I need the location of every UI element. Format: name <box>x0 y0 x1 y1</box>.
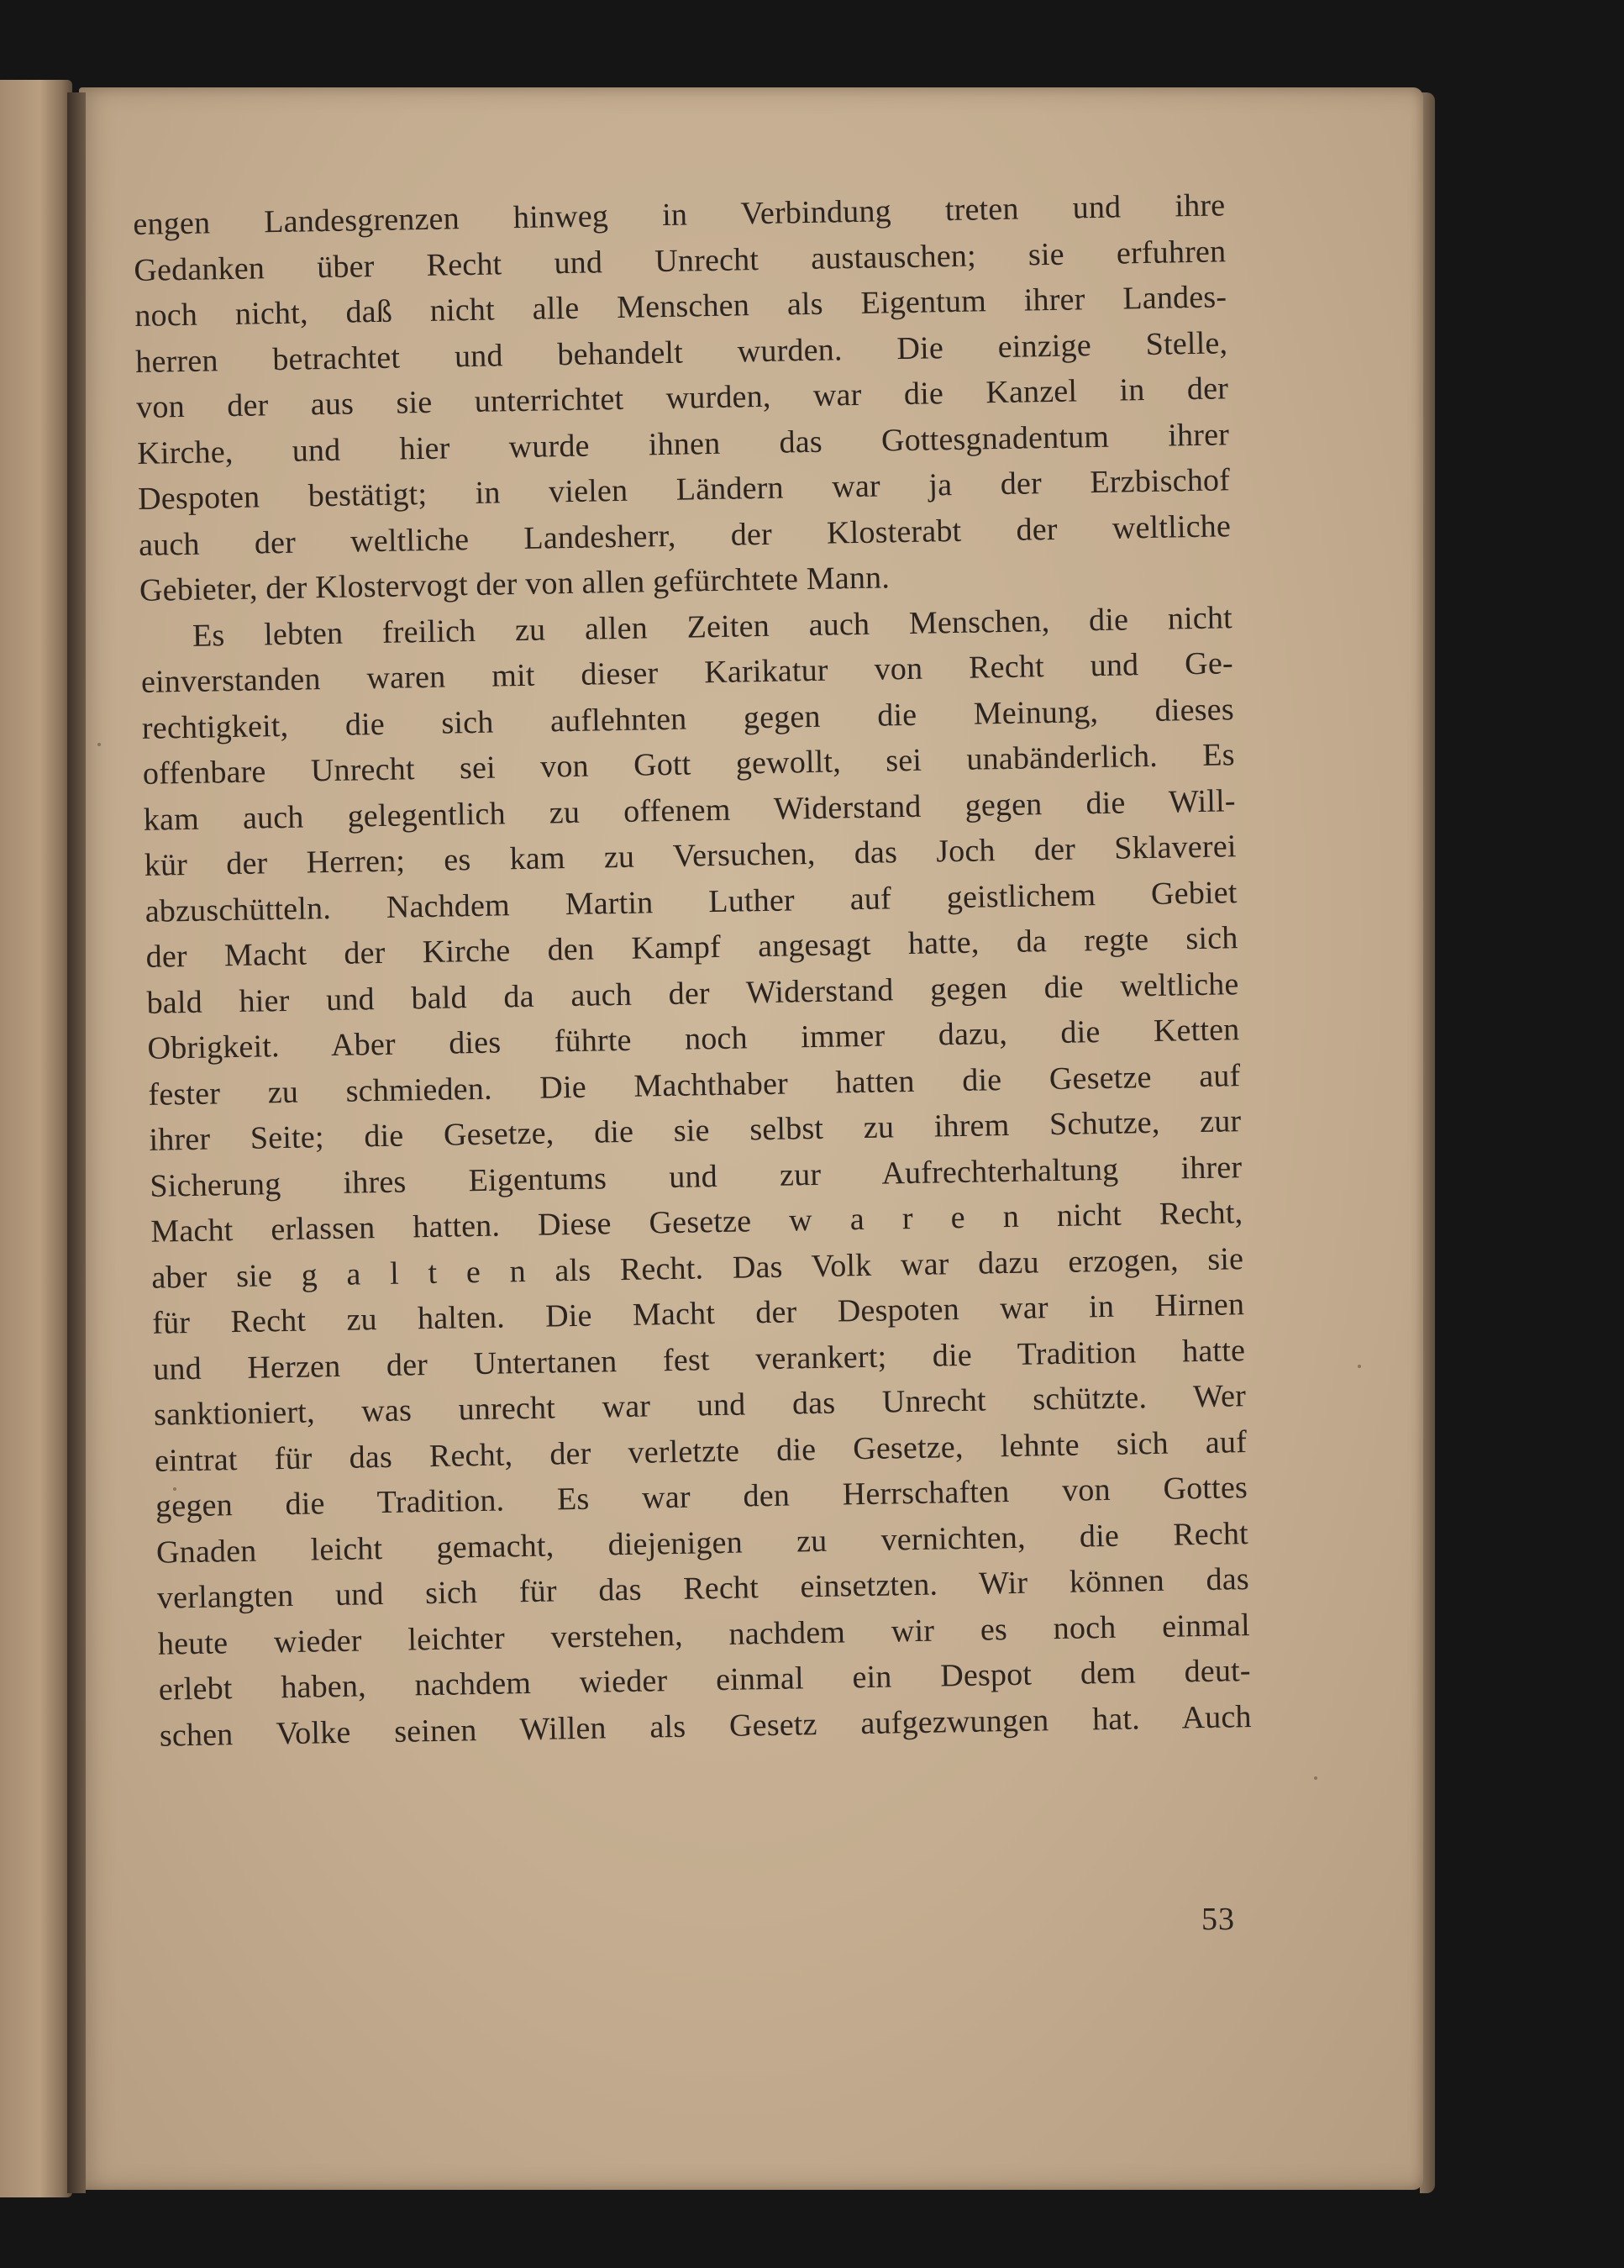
text-line: eintrat für das Recht, der verletzte die Gesetze, lehnte sich auf <box>154 1423 1248 1479</box>
text-line: Sicherung ihres Eigentums und zur Aufrechterhaltung ihrer <box>150 1149 1243 1204</box>
text-line: Gedanken über Recht und Unrecht austauschen; sie erfuhren <box>134 233 1227 288</box>
text-line: Gebieter, der Klostervogt der von allen gefürchtete Mann. <box>139 560 891 608</box>
paper-speck <box>1314 1776 1317 1780</box>
text-line: von der aus sie unterrichtet wurden, war die Kanzel in der <box>135 371 1229 425</box>
text-line: Obrigkeit. Aber dies führte noch immer dazu, die Ketten <box>147 1012 1240 1066</box>
text-line: Es lebten freilich zu allen Zeiten auch Menschen, die nicht <box>192 599 1233 654</box>
page-number: 53 <box>1201 1902 1235 1937</box>
text-line: Kirche, und hier wurde ihnen das Gottesgnadentum ihrer <box>136 416 1230 471</box>
text-line: abzuschütteln. Nachdem Martin Luther auf geistlichem Gebiet <box>145 874 1238 929</box>
text-line: kam auch gelegentlich zu offenem Widerstand gegen die Will- <box>143 782 1237 838</box>
text-line: schen Volke seinen Willen als Gesetz aufgezwungen hat. Auch <box>159 1698 1253 1754</box>
text-line: aber sie g a l t e n als Recht. Das Volk war dazu erzogen, sie <box>150 1240 1244 1296</box>
text-line: fester zu schmieden. Die Machthaber hatten die Gesetze auf <box>148 1057 1241 1113</box>
paper-speck <box>1358 1365 1361 1368</box>
text-line: einverstanden waren mit dieser Karikatur von Recht und Ge- <box>140 645 1234 700</box>
text-line: bald hier und bald da auch der Widerstand gegen die weltliche <box>146 966 1239 1021</box>
text-line: heute wieder leichter verstehen, nachdem wir es noch einmal <box>157 1607 1251 1662</box>
text-line: verlangten und sich für das Recht einsetzten. Wir können das <box>156 1561 1250 1616</box>
text-line: Gnaden leicht gemacht, diejenigen zu vernichten, die Recht <box>155 1515 1249 1571</box>
text-line: und Herzen der Untertanen fest verankert; die Tradition hatte <box>152 1332 1246 1387</box>
text-line: engen Landesgrenzen hinweg in Verbindung treten und ihre <box>133 187 1226 242</box>
text-line: gegen die Tradition. Es war den Herrschaften von Gottes <box>155 1470 1248 1524</box>
text-line: sanktioniert, was unrecht war und das Unrecht schützte. Wer <box>153 1378 1247 1433</box>
body-text <box>133 182 1253 1865</box>
text-line: Despoten bestätigt; in vielen Ländern war ja der Erzbischof <box>137 462 1231 517</box>
paper-speck <box>97 743 101 746</box>
text-line: Macht erlassen hatten. Diese Gesetze w a r e n nicht Recht, <box>150 1195 1243 1250</box>
text-line: rechtigkeit, die sich auflehnten gegen die Meinung, dieses <box>141 691 1235 746</box>
text-line: der Macht der Kirche den Kampf angesagt hatte, da regte sich <box>145 920 1238 975</box>
text-line: auch der weltliche Landesherr, der Klosterabt der weltliche <box>138 508 1232 563</box>
text-line: kür der Herren; es kam zu Versuchen, das Joch der Sklaverei <box>144 829 1237 883</box>
previous-page-edge <box>0 80 72 2197</box>
text-line: für Recht zu halten. Die Macht der Despoten war in Hirnen <box>151 1287 1245 1341</box>
text-line: erlebt haben, nachdem wieder einmal ein Despot dem deut- <box>158 1653 1252 1708</box>
text-line: offenbare Unrecht sei von Gott gewollt, sei unabänderlich. Es <box>142 737 1236 792</box>
text-line: herren betrachtet und behandelt wurden. Die einzige Stelle, <box>134 324 1228 380</box>
text-line: noch nicht, daß nicht alle Menschen als Eigentum ihrer Landes- <box>134 279 1227 334</box>
gutter-shadow <box>67 92 86 2193</box>
text-line: ihrer Seite; die Gesetze, die sie selbst zu ihrem Schutze, zur <box>149 1103 1242 1158</box>
